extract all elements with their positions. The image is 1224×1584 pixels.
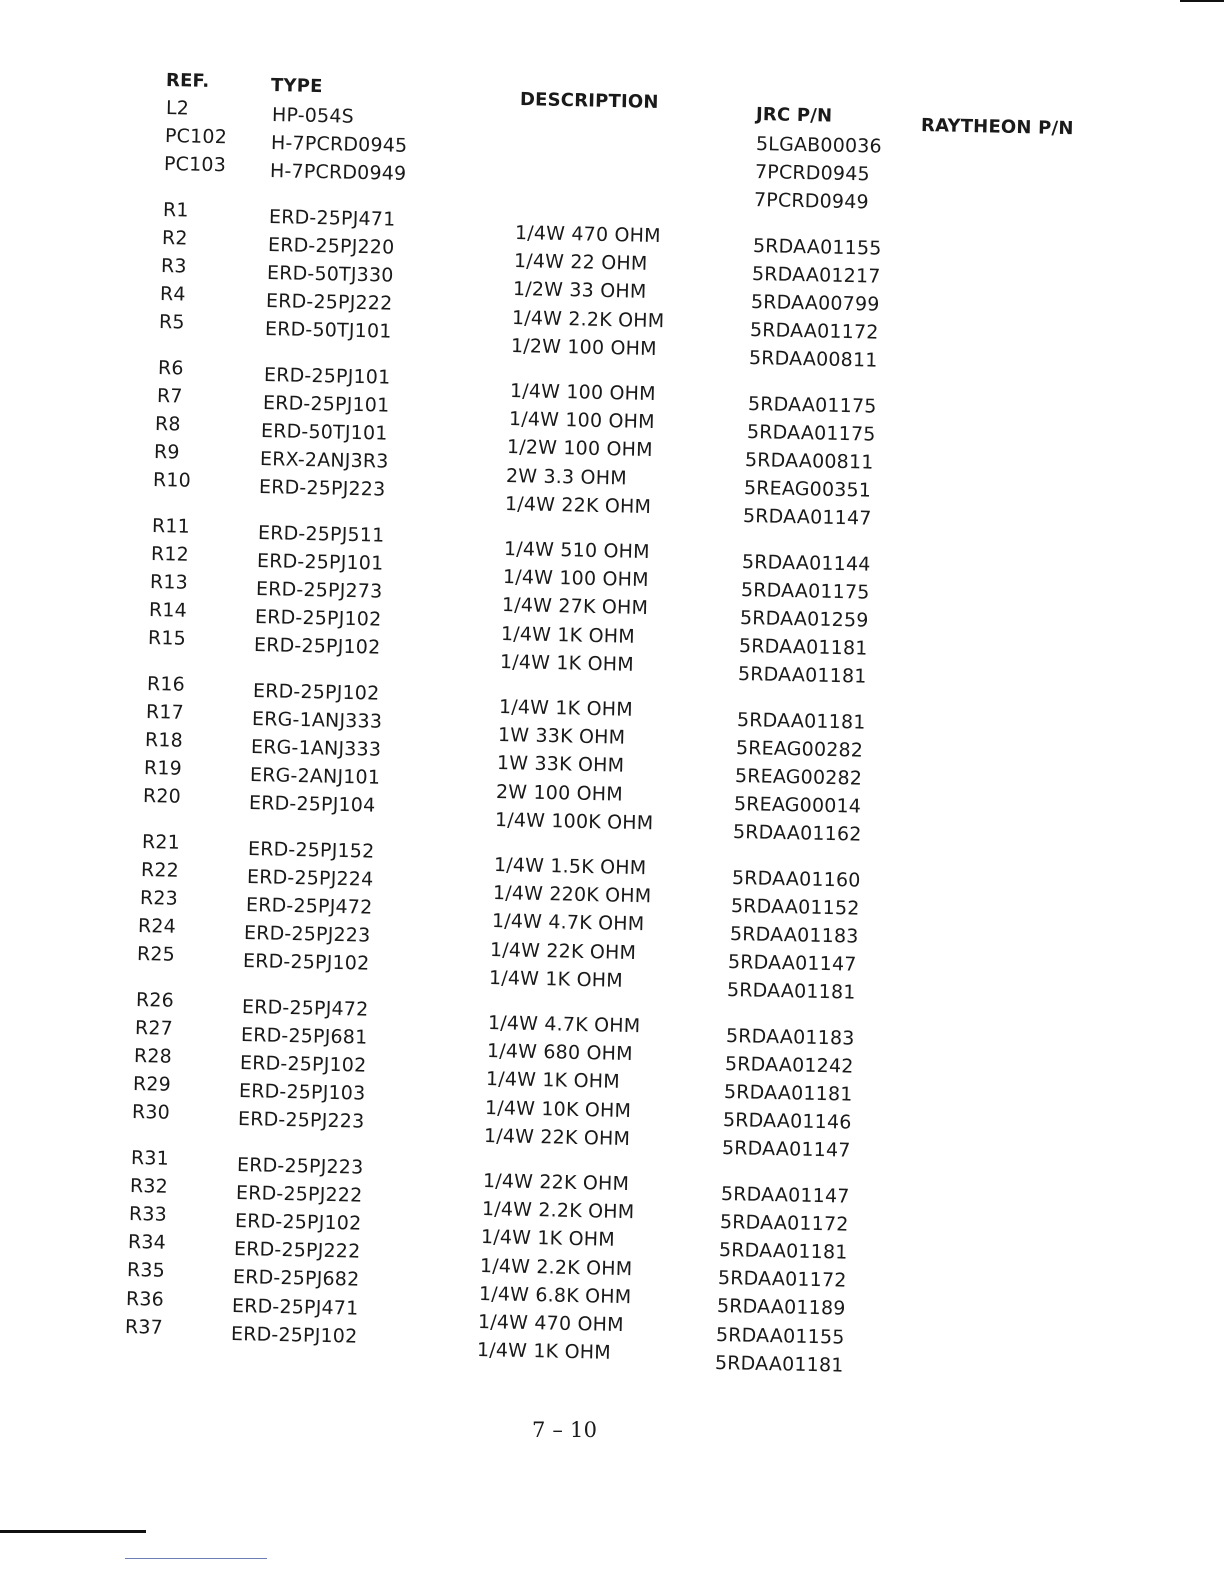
part-ref: R25 <box>137 943 176 967</box>
part-description: 1/4W 22K OHM <box>482 1170 630 1196</box>
part-description: 1/4W 2.2K OHM <box>479 1254 633 1280</box>
part-jrc-pn: 5RDAA01155 <box>715 1323 845 1349</box>
part-jrc-pn: 5RDAA00799 <box>750 291 880 316</box>
scan-mark-bottom-underline <box>125 1558 267 1559</box>
part-type: ERD-25PJ222 <box>233 1238 361 1263</box>
part-jrc-pn: 5RDAA00811 <box>748 347 878 373</box>
part-description: 1/4W 1K OHM <box>500 622 636 648</box>
part-type: ERD-25PJ222 <box>265 290 393 315</box>
part-jrc-pn: 5RDAA01181 <box>714 1351 844 1377</box>
part-ref: R20 <box>142 785 181 809</box>
part-type: ERD-25PJ101 <box>256 549 384 575</box>
part-description: 1/4W 22K OHM <box>483 1124 631 1150</box>
part-jrc-pn: 5RDAA01147 <box>743 505 873 531</box>
part-ref: R7 <box>156 384 183 408</box>
part-jrc-pn: 5RDAA01172 <box>717 1267 847 1292</box>
part-jrc-pn: 5RDAA01175 <box>746 420 876 446</box>
part-ref: PC103 <box>163 153 227 177</box>
header-ref: REF. <box>165 70 210 92</box>
part-jrc-pn: 5RDAA01152 <box>730 894 860 920</box>
part-jrc-pn: 5RDAA01181 <box>737 663 867 689</box>
part-ref: R1 <box>162 198 189 222</box>
part-description: 2W 100 OHM <box>495 780 623 806</box>
part-ref: R24 <box>138 915 177 938</box>
part-ref: R27 <box>135 1016 174 1040</box>
part-type: ERG-1ANJ333 <box>251 707 383 733</box>
part-description: 1/4W 100 OHM <box>508 408 655 434</box>
part-type: ERD-25PJ102 <box>252 679 380 705</box>
part-type: ERD-25PJ511 <box>257 521 385 547</box>
part-description: 1/4W 4.7K OHM <box>488 1012 641 1038</box>
part-description: 1/4W 22K OHM <box>490 938 637 964</box>
part-type: ERD-25PJ223 <box>244 922 371 947</box>
part-description: 1W 33K OHM <box>496 752 625 778</box>
part-description: 1/4W 6.8K OHM <box>478 1282 632 1308</box>
part-ref: L2 <box>165 97 190 120</box>
part-jrc-pn: 5RDAA01189 <box>716 1295 846 1321</box>
part-jrc-pn: 5RDAA01259 <box>739 607 869 632</box>
part-jrc-pn: 5RDAA01172 <box>719 1210 849 1236</box>
part-description: 1/4W 1K OHM <box>498 696 633 721</box>
part-jrc-pn: 7PCRD0945 <box>754 161 870 186</box>
part-type: ERD-25PJ101 <box>262 391 390 417</box>
part-jrc-pn: 5RDAA01172 <box>749 319 879 344</box>
part-jrc-pn: 5RDAA01181 <box>727 979 857 1005</box>
part-ref: R14 <box>148 599 188 622</box>
part-type: ERD-25PJ223 <box>236 1153 364 1179</box>
part-jrc-pn: 5RDAA01147 <box>728 951 858 976</box>
scan-mark-top-right <box>1180 0 1224 2</box>
part-ref: R35 <box>126 1259 166 1283</box>
part-ref: R3 <box>160 255 187 278</box>
part-type: ERD-25PJ104 <box>248 792 376 818</box>
part-ref: R30 <box>131 1101 171 1125</box>
part-description: 1/4W 27K OHM <box>501 594 649 620</box>
part-type: ERD-25PJ223 <box>237 1108 365 1134</box>
part-ref: R22 <box>140 858 179 882</box>
part-jrc-pn: 5LGAB00036 <box>755 133 883 158</box>
part-jrc-pn: 5RDAA01162 <box>732 821 862 847</box>
part-ref: R29 <box>132 1073 172 1096</box>
part-ref: R33 <box>128 1203 168 1226</box>
part-description: 1/4W 22K OHM <box>505 492 652 518</box>
part-type: ERG-1ANJ333 <box>250 736 382 761</box>
part-jrc-pn: 5RDAA01181 <box>718 1239 848 1264</box>
part-jrc-pn: 5REAG00014 <box>733 793 862 818</box>
part-type: ERD-25PJ682 <box>232 1266 360 1292</box>
part-ref: R18 <box>144 729 184 752</box>
part-type: ERD-25PJ152 <box>247 837 375 863</box>
part-jrc-pn: 5RDAA01155 <box>752 234 882 260</box>
part-description: 1/2W 33 OHM <box>512 278 647 304</box>
part-ref: R11 <box>151 514 191 538</box>
part-type: ERD-25PJ472 <box>242 995 369 1021</box>
part-type: ERX-2ANJ3R3 <box>260 448 390 473</box>
part-description: 1/4W 10K OHM <box>484 1096 632 1122</box>
part-type: ERD-25PJ471 <box>231 1294 359 1320</box>
part-jrc-pn: 5RDAA01181 <box>738 635 868 660</box>
part-jrc-pn: 5RDAA01147 <box>720 1182 850 1208</box>
part-type: ERD-50TJ101 <box>264 318 392 344</box>
part-jrc-pn: 5RDAA01175 <box>740 578 870 604</box>
part-type: ERD-25PJ223 <box>259 476 386 502</box>
part-ref: R6 <box>157 356 184 380</box>
part-type: ERD-25PJ273 <box>255 578 383 603</box>
part-description: 1/4W 470 OHM <box>477 1311 624 1337</box>
part-description: 1/4W 100 OHM <box>509 380 656 406</box>
part-description: 1/4W 100K OHM <box>494 808 654 835</box>
part-jrc-pn: 5RDAA01181 <box>736 708 866 734</box>
part-type: ERD-50TJ330 <box>266 262 394 287</box>
part-ref: R2 <box>161 226 188 250</box>
part-type: ERD-25PJ220 <box>267 233 395 259</box>
part-type: ERD-25PJ224 <box>246 865 374 891</box>
part-ref: R28 <box>133 1045 173 1068</box>
part-description: 1/4W 510 OHM <box>503 538 651 564</box>
part-ref: R15 <box>147 627 187 651</box>
part-ref: R26 <box>136 988 175 1012</box>
part-description: 2W 3.3 OHM <box>506 464 628 490</box>
part-jrc-pn: 5REAG00282 <box>734 765 863 790</box>
part-jrc-pn: 5RDAA01217 <box>751 262 881 288</box>
part-ref: R34 <box>127 1231 167 1254</box>
part-description: 1/4W 1K OHM <box>499 650 635 676</box>
header-raytheon-pn: RAYTHEON P/N <box>920 115 1074 140</box>
part-type: ERD-25PJ102 <box>230 1322 358 1348</box>
part-ref: R10 <box>153 469 192 493</box>
part-type: ERD-50TJ101 <box>261 420 389 445</box>
part-jrc-pn: 5RDAA01183 <box>729 923 859 948</box>
part-description: 1/4W 1K OHM <box>485 1068 621 1094</box>
part-description: 1/2W 100 OHM <box>510 334 657 360</box>
part-description: 1/4W 1.5K OHM <box>493 854 647 880</box>
part-jrc-pn: 5RDAA01146 <box>722 1109 852 1134</box>
part-description: 1W 33K OHM <box>497 724 626 749</box>
part-ref: R12 <box>150 542 190 566</box>
part-ref: R21 <box>141 830 180 854</box>
part-type: ERD-25PJ222 <box>235 1181 363 1207</box>
part-jrc-pn: 7PCRD0949 <box>753 189 869 214</box>
part-ref: PC102 <box>164 125 228 149</box>
part-ref: R36 <box>125 1287 164 1311</box>
part-jrc-pn: 5RDAA01181 <box>723 1081 853 1106</box>
part-ref: R4 <box>159 283 186 306</box>
part-ref: R13 <box>149 571 189 594</box>
part-ref: R31 <box>130 1146 170 1170</box>
part-type: ERD-25PJ102 <box>253 634 381 660</box>
part-description: 1/4W 1K OHM <box>476 1339 611 1364</box>
part-description: 1/2W 100 OHM <box>507 436 654 462</box>
part-ref: R9 <box>154 441 181 464</box>
part-type: HP-054S <box>271 104 355 128</box>
header-jrc-pn: JRC P/N <box>755 104 833 127</box>
part-description: 1/4W 1K OHM <box>480 1226 615 1252</box>
part-type: ERD-25PJ102 <box>254 606 382 631</box>
page-number: 7 – 10 <box>532 1418 598 1442</box>
part-jrc-pn: 5REAG00282 <box>735 736 864 762</box>
part-type: ERD-25PJ471 <box>268 205 396 231</box>
part-type: ERD-25PJ102 <box>234 1210 362 1235</box>
header-description: DESCRIPTION <box>519 89 659 113</box>
part-jrc-pn: 5RDAA01160 <box>731 866 861 892</box>
part-type: ERD-25PJ102 <box>239 1052 367 1077</box>
part-ref: R16 <box>146 672 186 696</box>
scan-mark-bottom-left <box>0 1530 146 1533</box>
part-type: H-7PCRD0949 <box>269 160 407 186</box>
part-type: ERG-2ANJ101 <box>249 764 381 789</box>
part-jrc-pn: 5RDAA01147 <box>721 1137 851 1163</box>
part-jrc-pn: 5RDAA01175 <box>747 392 877 418</box>
part-type: H-7PCRD0945 <box>270 132 408 158</box>
part-description: 1/4W 2.2K OHM <box>511 306 665 332</box>
part-ref: R23 <box>139 887 178 910</box>
part-type: ERD-25PJ472 <box>245 894 373 919</box>
part-ref: R32 <box>129 1174 169 1198</box>
part-description: 1/4W 220K OHM <box>492 882 652 908</box>
part-type: ERD-25PJ103 <box>238 1080 366 1105</box>
part-ref: R37 <box>124 1315 163 1339</box>
part-description: 1/4W 470 OHM <box>514 222 661 248</box>
part-ref: R5 <box>158 311 185 334</box>
part-description: 1/4W 100 OHM <box>502 566 650 592</box>
part-description: 1/4W 22 OHM <box>513 250 648 275</box>
part-description: 1/4W 4.7K OHM <box>491 910 645 936</box>
part-ref: R8 <box>155 413 182 436</box>
part-description: 1/4W 2.2K OHM <box>481 1198 635 1224</box>
header-type: TYPE <box>270 75 323 98</box>
part-ref: R19 <box>143 757 182 780</box>
part-description: 1/4W 680 OHM <box>487 1040 634 1066</box>
part-jrc-pn: 5RDAA00811 <box>745 449 875 474</box>
part-type: ERD-25PJ101 <box>263 363 391 389</box>
part-type: ERD-25PJ102 <box>243 950 370 976</box>
part-jrc-pn: 5REAG00351 <box>744 477 872 502</box>
part-jrc-pn: 5RDAA01242 <box>725 1052 855 1078</box>
part-ref: R17 <box>145 700 185 724</box>
part-description: 1/4W 1K OHM <box>489 966 624 992</box>
part-jrc-pn: 5RDAA01144 <box>741 550 871 576</box>
part-type: ERD-25PJ681 <box>241 1023 368 1049</box>
part-jrc-pn: 5RDAA01183 <box>726 1024 856 1050</box>
